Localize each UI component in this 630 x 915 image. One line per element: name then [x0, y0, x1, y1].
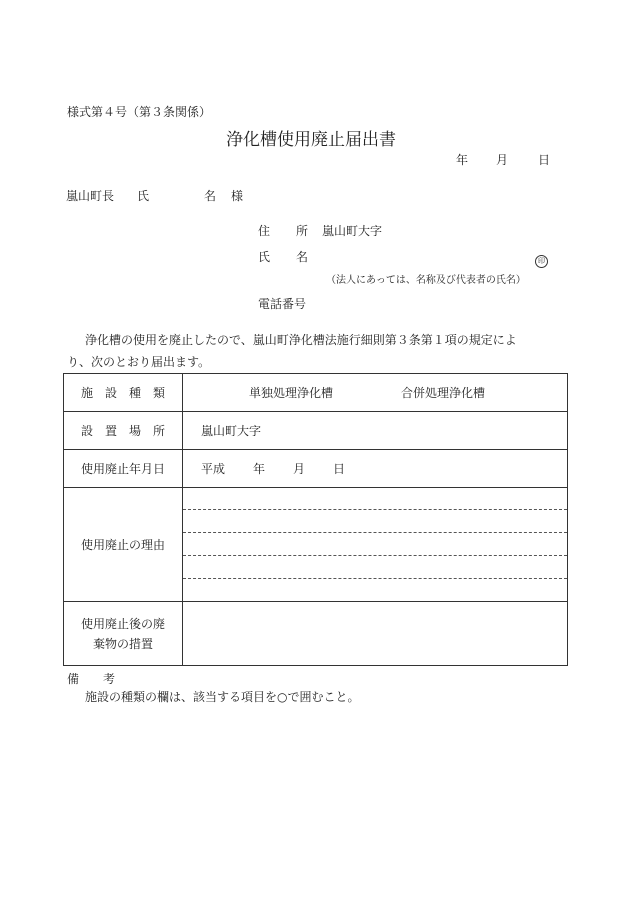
addressee-mayor: 嵐山町長	[66, 189, 115, 203]
page-title: 浄化槽使用廃止届出書	[226, 130, 396, 150]
row-facility-type	[64, 374, 568, 412]
form-number: 様式第４号（第３条関係）	[67, 105, 212, 119]
row-waste-measure	[64, 602, 568, 666]
address-label-1: 住	[258, 224, 271, 238]
abolition-month-label: 月	[293, 462, 306, 476]
reason-label: 使用廃止の理由	[64, 488, 183, 602]
phone-label: 電話番号	[258, 297, 307, 311]
abolition-date-label: 使用廃止年月日	[64, 450, 183, 488]
body-text-line2: り、次のとおり届出ます。	[67, 355, 211, 369]
abolition-era: 平成	[201, 462, 226, 476]
body-text-line1: 浄化槽の使用を廃止したので、嵐山町浄化槽法施行細則第３条第１項の規定によ	[85, 333, 517, 347]
remarks-text: 施設の種類の欄は、該当する項目を○で囲むこと。	[85, 690, 360, 704]
waste-measure-label-line2: 棄物の措置	[92, 636, 153, 651]
reason-line-3	[183, 555, 567, 556]
row-reason	[64, 488, 568, 602]
reason-line-1	[183, 509, 567, 510]
notification-table	[63, 373, 568, 666]
remarks-heading: 備 考	[67, 672, 116, 686]
addressee-mei: 名	[204, 189, 217, 203]
date-year-label: 年	[456, 153, 469, 167]
seal-mark: 印	[535, 255, 548, 268]
reason-line-4	[183, 578, 567, 579]
abolition-year-label: 年	[253, 462, 266, 476]
reason-field[interactable]	[183, 488, 568, 602]
abolition-day-label: 日	[333, 462, 346, 476]
address-value: 嵐山町大字	[322, 224, 383, 238]
name-label-1: 氏	[258, 250, 271, 264]
location-label: 設 置 場 所	[64, 412, 183, 450]
date-month-label: 月	[496, 153, 509, 167]
location-value[interactable]: 嵐山町大字	[183, 412, 568, 450]
reason-line-2	[183, 532, 567, 533]
addressee-shi: 氏	[137, 189, 150, 203]
waste-measure-label	[64, 602, 183, 666]
facility-type-options[interactable]	[183, 374, 568, 412]
facility-type-label: 施 設 種 類	[64, 374, 183, 412]
corporation-note: （法人にあっては、名称及び代表者の氏名）	[326, 275, 526, 286]
waste-measure-field[interactable]	[183, 602, 568, 666]
address-label-2: 所	[296, 224, 309, 238]
row-location	[64, 412, 568, 450]
option-single-treatment[interactable]: 単独処理浄化槽	[249, 386, 334, 400]
date-day-label: 日	[538, 153, 551, 167]
addressee-sama: 様	[231, 189, 244, 203]
abolition-date-value[interactable]	[183, 450, 568, 488]
row-abolition-date	[64, 450, 568, 488]
option-combined-treatment[interactable]: 合併処理浄化槽	[401, 386, 486, 400]
waste-measure-label-line1: 使用廃止後の廃	[80, 616, 165, 631]
name-label-2: 名	[296, 250, 309, 264]
